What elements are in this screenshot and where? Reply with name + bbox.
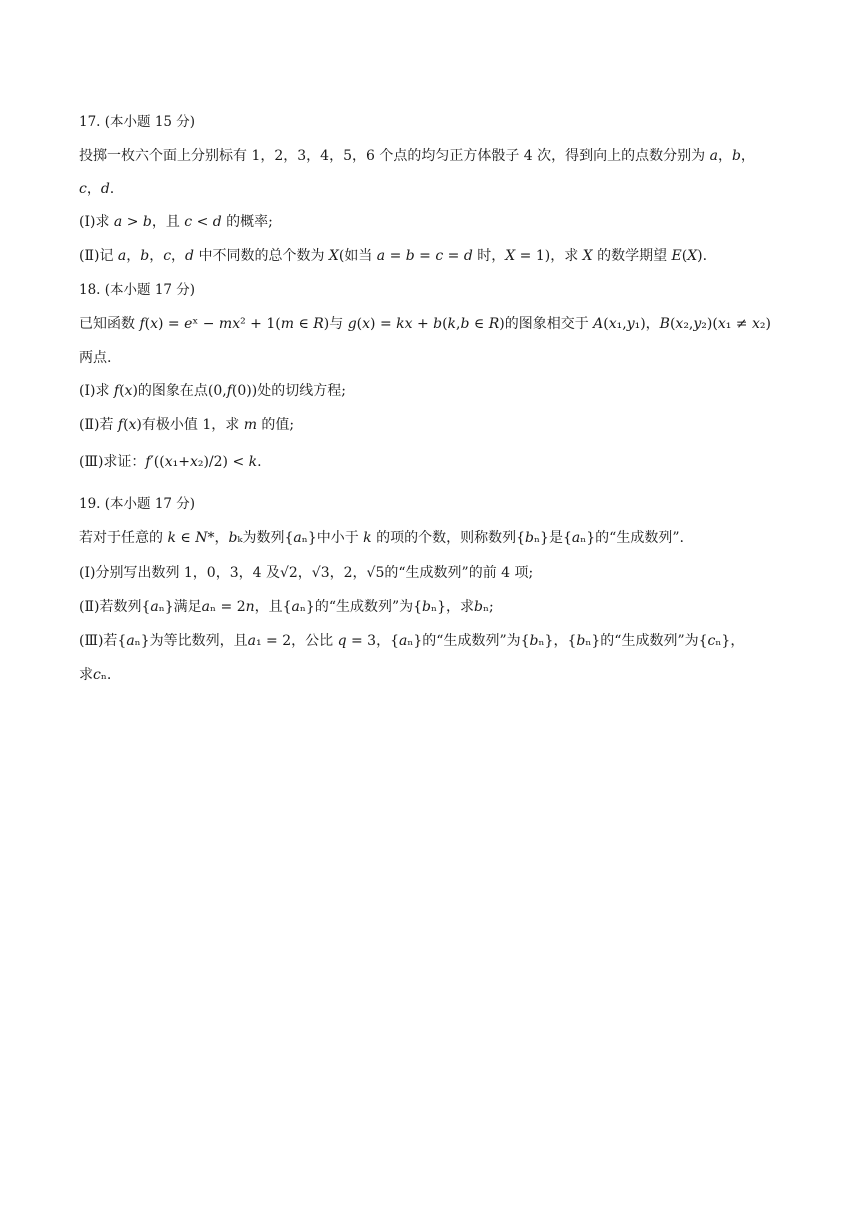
q17-part2: (Ⅱ)记 𝑎，𝑏，𝑐，𝑑 中不同数的总个数为 𝑋(如当 𝑎 = 𝑏 = 𝑐 = 𝑑 时，𝑋 = 1)，求 𝑋 的数学期望 𝐸(𝑋). [79,248,708,264]
q17-header: 17. (本小题 15 分) [79,114,196,130]
q19-header: 19. (本小题 17 分) [79,496,196,512]
q17-part1: (Ⅰ)求 𝑎 > 𝑏，且 𝑐 < 𝑑 的概率; [79,214,273,230]
q17-stem-line1: 投掷一枚六个面上分别标有 1，2，3，4，5，6 个点的均匀正方体骰子 4 次，得到向上的点数分别为 𝑎，𝑏， [79,148,755,164]
q18-part2: (Ⅱ)若 𝑓(𝑥)有极小值 1，求 𝑚 的值; [79,417,295,433]
q19-part3-line2: 求𝑐ₙ. [79,667,112,683]
q17-stem-line2: 𝑐，𝑑. [79,181,115,197]
q18-part1: (Ⅰ)求 𝑓(𝑥)的图象在点(0,𝑓(0))处的切线方程; [79,383,346,399]
q19-part1: (Ⅰ)分别写出数列 1，0，3，4 及√2，√3，2，√5的“生成数列”的前 4 项; [79,565,534,581]
q19-part2: (Ⅱ)若数列{𝑎ₙ}满足𝑎ₙ = 2𝑛，且{𝑎ₙ}的“生成数列”为{𝑏ₙ}，求𝑏ₙ; [79,599,494,615]
q18-header: 18. (本小题 17 分) [79,282,196,298]
q19-part3-line1: (Ⅲ)若{𝑎ₙ}为等比数列，且𝑎₁ = 2，公比 𝑞 = 3，{𝑎ₙ}的“生成数列”为{𝑏ₙ}，{𝑏ₙ}的“生成数列”为{𝑐ₙ}， [79,633,745,649]
q18-stem-line1: 已知函数 𝑓(𝑥) = 𝑒ˣ − 𝑚𝑥² + 1(𝑚 ∈ 𝑅)与 𝑔(𝑥) = 𝑘𝑥 + 𝑏(𝑘,𝑏 ∈ 𝑅)的图象相交于 𝐴(𝑥₁,𝑦₁)，𝐵(𝑥₂,𝑦₂)(𝑥₁ ≠ 𝑥₂) [79,316,771,332]
q18-part3: (Ⅲ)求证：𝑓′((𝑥₁+𝑥₂)/2) < 𝑘. [79,454,262,470]
q18-stem-line2: 两点. [79,350,112,366]
q19-stem-line1: 若对于任意的 𝑘 ∈ 𝑁*，𝑏ₖ为数列{𝑎ₙ}中小于 𝑘 的项的个数，则称数列{𝑏ₙ}是{𝑎ₙ}的“生成数列”. [79,530,684,546]
